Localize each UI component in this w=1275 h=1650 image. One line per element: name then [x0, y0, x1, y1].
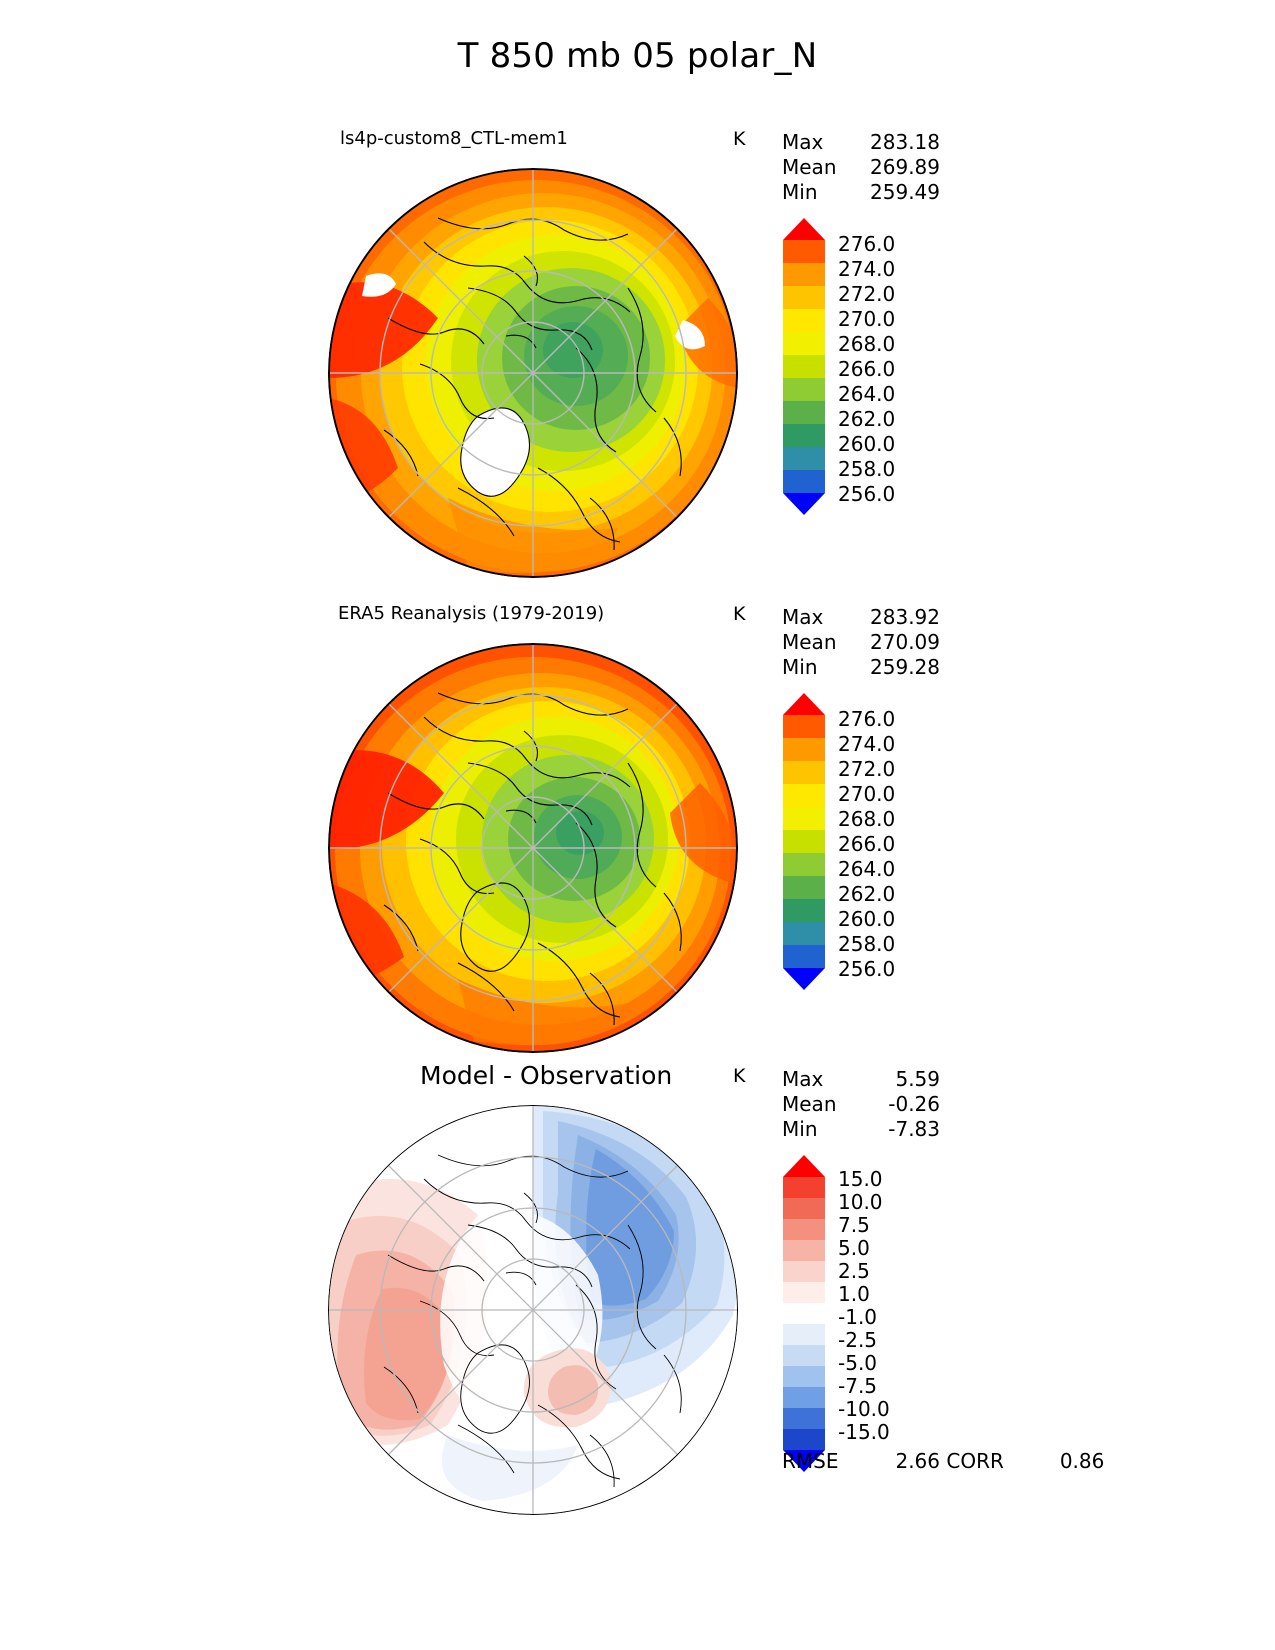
panel-model-title: ls4p-custom8_CTL-mem1 — [340, 128, 568, 149]
stat-label-mean: Mean — [782, 1092, 837, 1116]
map-observation — [328, 643, 738, 1053]
map-observation-disc — [328, 643, 738, 1053]
stat-value-max: 283.92 — [870, 605, 940, 629]
stat-label-max: Max — [782, 1067, 824, 1091]
cbar-tick: 274.0 — [838, 257, 896, 281]
cbar-tick: 262.0 — [838, 407, 896, 431]
cbar-tick: 270.0 — [838, 782, 896, 806]
map-model — [328, 168, 738, 578]
panel-difference-unit: K — [733, 1065, 746, 1087]
stat-label-min: Min — [782, 655, 818, 679]
stat-label-max: Max — [782, 130, 824, 154]
cbar-tick: 268.0 — [838, 807, 896, 831]
panel-difference-stats — [782, 1067, 940, 1142]
map-model-field — [328, 168, 738, 578]
stat-value-max: 283.18 — [870, 130, 940, 154]
cbar-tick: 10.0 — [838, 1190, 883, 1214]
panel-observation — [0, 585, 1275, 1025]
stat-value-min: -7.83 — [888, 1117, 940, 1141]
cbar-tick: 258.0 — [838, 457, 896, 481]
panel-difference-title: Model - Observation — [420, 1061, 673, 1090]
panel-observation-unit: K — [733, 603, 746, 625]
colorbar-model — [783, 218, 825, 515]
stat-value-min: 259.49 — [870, 180, 940, 204]
panel-difference — [0, 1055, 1275, 1555]
cbar-tick: 15.0 — [838, 1167, 883, 1191]
panel-observation-stats — [782, 605, 940, 680]
cbar-tick: 266.0 — [838, 832, 896, 856]
cbar-tick: -2.5 — [838, 1328, 878, 1352]
map-difference-field — [328, 1105, 738, 1515]
score-value-rmse: 2.66 — [895, 1449, 940, 1473]
stat-label-min: Min — [782, 180, 818, 204]
page-title: T 850 mb 05 polar_N — [457, 36, 818, 76]
map-difference — [328, 1105, 738, 1515]
score-value-corr: 0.86 — [1059, 1449, 1105, 1473]
cbar-tick: 260.0 — [838, 432, 896, 456]
stat-label-mean: Mean — [782, 630, 837, 654]
cbar-tick: 266.0 — [838, 357, 896, 381]
cbar-tick: 256.0 — [838, 482, 896, 506]
cbar-tick: -5.0 — [838, 1351, 878, 1375]
colorbar-observation-arrow-top — [783, 693, 825, 715]
panel-observation-title: ERA5 Reanalysis (1979-2019) — [338, 603, 605, 624]
stat-value-max: 5.59 — [895, 1067, 940, 1091]
colorbar-observation-arrow-bottom — [783, 968, 825, 990]
cbar-tick: 276.0 — [838, 232, 896, 256]
stat-value-mean: 270.09 — [870, 630, 940, 654]
stat-value-min: 259.28 — [870, 655, 940, 679]
difference-scores — [782, 1449, 1104, 1474]
stat-label-min: Min — [782, 1117, 818, 1141]
stat-label-mean: Mean — [782, 155, 837, 179]
cbar-tick: 276.0 — [838, 707, 896, 731]
cbar-tick: 258.0 — [838, 932, 896, 956]
score-label-corr: CORR — [946, 1449, 1004, 1473]
cbar-tick: 272.0 — [838, 757, 896, 781]
cbar-tick: 2.5 — [838, 1259, 870, 1283]
score-label-rmse: RMSE — [782, 1449, 839, 1473]
panel-model — [0, 110, 1275, 550]
stat-label-max: Max — [782, 605, 824, 629]
colorbar-model-arrow-top — [783, 218, 825, 240]
cbar-tick: -7.5 — [838, 1374, 878, 1398]
cbar-tick: 1.0 — [838, 1282, 870, 1306]
map-observation-field — [328, 643, 738, 1053]
cbar-tick: 268.0 — [838, 332, 896, 356]
cbar-tick: 256.0 — [838, 957, 896, 981]
cbar-tick: -1.0 — [838, 1305, 878, 1329]
cbar-tick: 272.0 — [838, 282, 896, 306]
colorbar-observation — [783, 693, 825, 990]
cbar-tick: 274.0 — [838, 732, 896, 756]
colorbar-difference-arrow-top — [783, 1155, 825, 1177]
cbar-tick: -10.0 — [838, 1397, 890, 1421]
cbar-tick: 264.0 — [838, 382, 896, 406]
cbar-tick: 5.0 — [838, 1236, 870, 1260]
cbar-tick: 7.5 — [838, 1213, 870, 1237]
cbar-tick: 262.0 — [838, 882, 896, 906]
cbar-tick: -15.0 — [838, 1420, 890, 1444]
cbar-tick: 270.0 — [838, 307, 896, 331]
colorbar-model-arrow-bottom — [783, 493, 825, 515]
panel-model-stats — [782, 130, 940, 205]
panel-model-unit: K — [733, 128, 746, 150]
map-difference-disc — [328, 1105, 738, 1515]
cbar-tick: 264.0 — [838, 857, 896, 881]
colorbar-difference — [783, 1155, 825, 1472]
stat-value-mean: 269.89 — [870, 155, 940, 179]
stat-value-mean: -0.26 — [888, 1092, 940, 1116]
cbar-tick: 260.0 — [838, 907, 896, 931]
map-model-disc — [328, 168, 738, 578]
